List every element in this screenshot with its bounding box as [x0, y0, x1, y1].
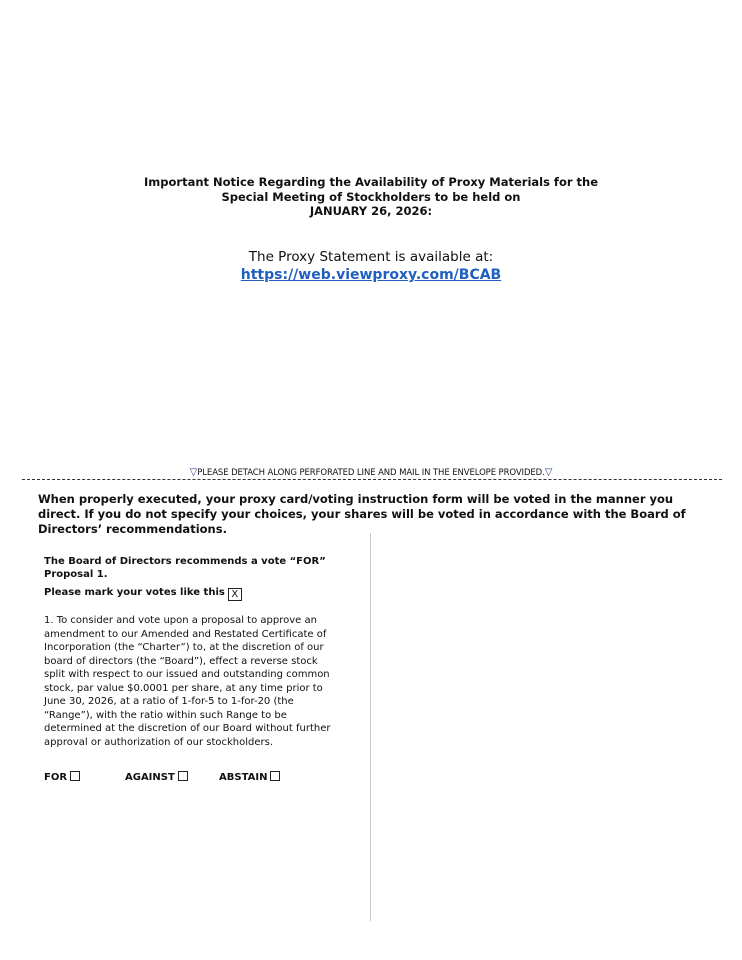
notice-line-1: Important Notice Regarding the Availability of Proxy Materials for the: [144, 175, 598, 189]
vote-for-checkbox[interactable]: [70, 771, 80, 781]
proposal-1-text: 1. To consider and vote upon a proposal to approve an amendment to our Amended and Restated Certificate of Incorporation (the “Charter”) to, at the discretion of our board of directors (the “Board”), effect a reverse stock split with respect to our issued and outstanding common stock, par value $0.0001 per share, at any time prior to June 30, 2026, at a ratio of 1-for-5 to 1-for-20 (the “Range”), with the ratio within such Range to be determined at the discretion of our Board without further approval or authorization of our stockholders.: [44, 615, 331, 748]
vote-for-label: FOR: [44, 772, 68, 783]
vote-for-option[interactable]: [44, 771, 80, 785]
notice-meeting-date: JANUARY 26, 2026:: [309, 204, 433, 218]
proxy-availability-text: The Proxy Statement is available at:: [248, 249, 494, 265]
voting-instructions: When properly executed, your proxy card/voting instruction form will be voted in the manner you direct. If you do not specify your choices, your shares will be voted in accordance with the Board of Directors’ recommendations.: [38, 492, 686, 536]
vote-against-checkbox[interactable]: [178, 771, 188, 781]
board-recommendation: The Board of Directors recommends a vote “FOR” Proposal 1.: [44, 556, 326, 580]
vote-abstain-checkbox[interactable]: [270, 771, 280, 781]
mark-votes-label: Please mark your votes like this: [44, 587, 225, 598]
vote-choices: [44, 771, 344, 787]
detach-text: PLEASE DETACH ALONG PERFORATED LINE AND MAIL IN THE ENVELOPE PROVIDED.: [197, 468, 545, 478]
proxy-link-container: [0, 266, 742, 284]
mark-example-box: X: [228, 588, 242, 601]
column-divider: [370, 533, 371, 921]
vote-against-label: AGAINST: [125, 772, 175, 783]
important-notice-heading: [0, 175, 742, 219]
proxy-statement-link[interactable]: https://web.viewproxy.com/BCAB: [240, 267, 502, 283]
notice-line-2: Special Meeting of Stockholders to be held on: [221, 189, 521, 204]
vote-against-option[interactable]: [125, 771, 188, 785]
mark-votes-instruction: [44, 586, 344, 601]
perforated-line: [22, 479, 722, 480]
vote-abstain-label: ABSTAIN: [219, 772, 268, 783]
vote-abstain-option[interactable]: [219, 771, 280, 785]
detach-instruction: [0, 467, 742, 479]
down-triangle-icon: ▽: [544, 467, 553, 478]
down-triangle-icon: ▽: [189, 467, 198, 478]
